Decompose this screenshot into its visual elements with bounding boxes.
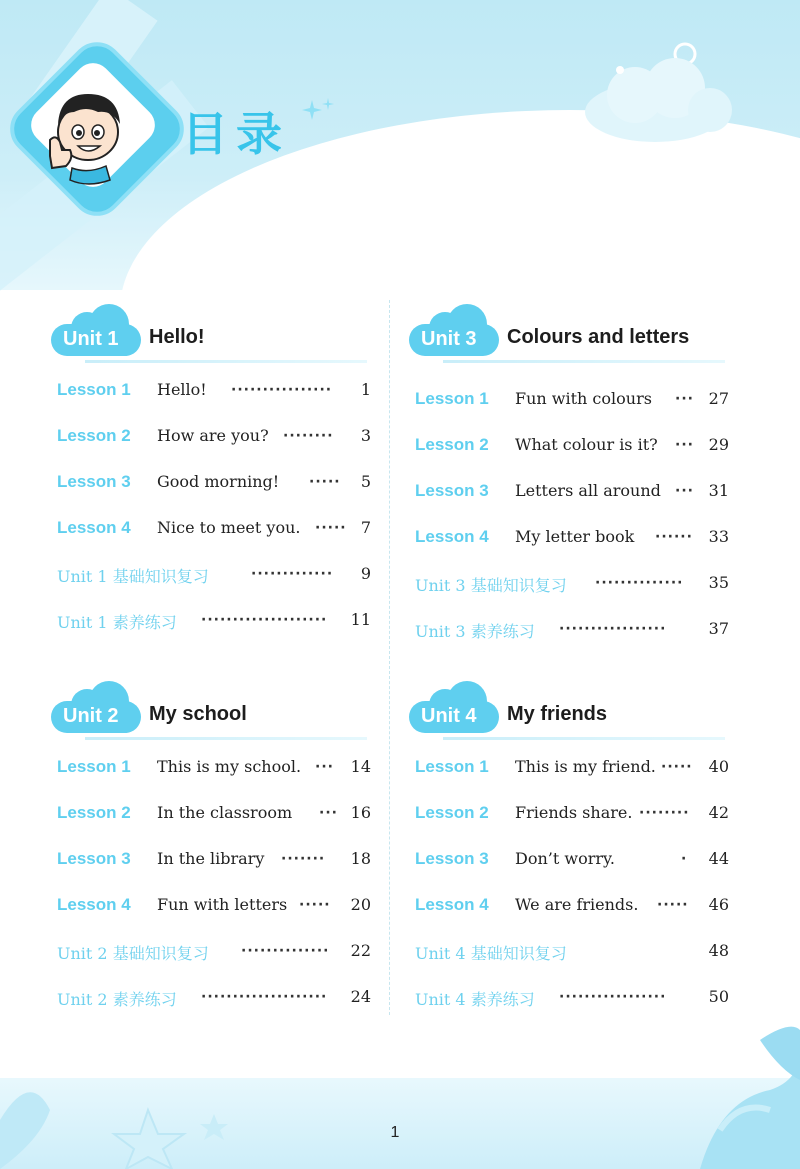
page-number: 5 xyxy=(360,472,371,491)
toc-row[interactable] xyxy=(55,416,375,462)
unit-title: Hello! xyxy=(149,326,205,348)
page-number: 44 xyxy=(708,849,729,868)
unit-title: My friends xyxy=(507,703,608,725)
leader-dots: ················ xyxy=(231,382,333,398)
page-number: 27 xyxy=(708,389,729,408)
lesson-label: Lesson 3 xyxy=(415,481,489,500)
lesson-label: Lesson 1 xyxy=(57,757,131,776)
toc-row[interactable] xyxy=(413,379,733,425)
leader-dots: ······ xyxy=(655,529,693,545)
leader-dots: ·············· xyxy=(595,575,684,591)
page-number: 7 xyxy=(360,518,371,537)
lesson-label: Lesson 3 xyxy=(57,472,131,491)
review-title: Unit 3 基础知识复习 xyxy=(415,576,567,595)
leader-dots: ·············· xyxy=(241,943,330,959)
page-number: 48 xyxy=(708,941,729,960)
lesson-title: My letter book xyxy=(515,527,635,546)
toc-row[interactable] xyxy=(413,747,733,793)
lesson-title: In the classroom xyxy=(157,803,293,822)
sparkle-icon xyxy=(300,96,336,126)
page-number-footer: 1 xyxy=(390,1124,400,1141)
review-title: Unit 4 基础知识复习 xyxy=(415,944,567,963)
unit-underline xyxy=(85,360,367,363)
lesson-label: Lesson 2 xyxy=(415,435,489,454)
toc-row[interactable] xyxy=(55,747,375,793)
unit-section xyxy=(55,310,375,646)
review-title: Unit 1 素养练习 xyxy=(57,613,177,632)
page-number: 40 xyxy=(708,757,729,776)
page-number: 50 xyxy=(708,987,729,1006)
lesson-label: Lesson 4 xyxy=(57,518,131,537)
lesson-title: This is my school. xyxy=(157,757,302,776)
page-number: 18 xyxy=(350,849,371,868)
cloud-icon xyxy=(560,40,760,160)
seaweed-starfish-icon xyxy=(0,1010,800,1169)
column-divider xyxy=(389,300,390,1015)
lesson-label: Lesson 1 xyxy=(415,757,489,776)
leader-dots: ················· xyxy=(559,989,667,1005)
leader-dots: ········ xyxy=(639,805,690,821)
lesson-label: Lesson 2 xyxy=(415,803,489,822)
toc-row[interactable] xyxy=(413,471,733,517)
leader-dots: ····· xyxy=(657,897,689,913)
toc-row[interactable] xyxy=(413,517,733,563)
unit-section xyxy=(413,310,733,655)
review-title: Unit 1 基础知识复习 xyxy=(57,567,209,586)
lesson-title: What colour is it? xyxy=(515,435,658,454)
leader-dots: ····· xyxy=(309,474,341,490)
page-number: 14 xyxy=(350,757,371,776)
page-title: 目录 xyxy=(182,107,290,161)
leader-dots: ··· xyxy=(675,437,694,453)
unit-section xyxy=(55,687,375,1023)
unit-badge: Unit 4 xyxy=(421,705,477,727)
lesson-title: Hello! xyxy=(157,380,207,399)
leader-dots: ··· xyxy=(319,805,338,821)
page-number: 11 xyxy=(350,610,371,629)
unit-section xyxy=(413,687,733,1023)
toc-row[interactable] xyxy=(55,793,375,839)
page-number: 42 xyxy=(708,803,729,822)
lesson-title: We are friends. xyxy=(515,895,639,914)
unit-badge: Unit 1 xyxy=(63,328,119,350)
lesson-title: Good morning! xyxy=(157,472,280,491)
unit-header xyxy=(55,687,375,747)
toc-row[interactable] xyxy=(413,609,733,655)
review-title: Unit 2 基础知识复习 xyxy=(57,944,209,963)
review-title: Unit 3 素养练习 xyxy=(415,622,535,641)
toc-row[interactable] xyxy=(55,839,375,885)
lesson-label: Lesson 1 xyxy=(415,389,489,408)
page-number: 46 xyxy=(708,895,729,914)
toc-row[interactable] xyxy=(55,885,375,931)
leader-dots: ··· xyxy=(315,759,334,775)
lesson-title: How are you? xyxy=(157,426,269,445)
toc-row[interactable] xyxy=(413,885,733,931)
lesson-title: Fun with letters xyxy=(157,895,288,914)
review-title: Unit 2 素养练习 xyxy=(57,990,177,1009)
toc-row[interactable] xyxy=(55,554,375,600)
page-number: 3 xyxy=(360,426,371,445)
toc-row[interactable] xyxy=(55,370,375,416)
lesson-title: Don’t worry. xyxy=(515,849,615,868)
page-number: 37 xyxy=(708,619,729,638)
page-number: 20 xyxy=(350,895,371,914)
lesson-title: Fun with colours xyxy=(515,389,652,408)
page-number: 22 xyxy=(350,941,371,960)
unit-underline xyxy=(443,737,725,740)
page-number: 31 xyxy=(708,481,729,500)
leader-dots: ····· xyxy=(299,897,331,913)
unit-badge: Unit 3 xyxy=(421,328,477,350)
page-number: 33 xyxy=(708,527,729,546)
unit-title: Colours and letters xyxy=(507,326,690,348)
page-number: 35 xyxy=(708,573,729,592)
lesson-title: Friends share. xyxy=(515,803,633,822)
toc-row[interactable] xyxy=(413,425,733,471)
page-number: 9 xyxy=(360,564,371,583)
leader-dots: ····· xyxy=(661,759,693,775)
page-number: 29 xyxy=(708,435,729,454)
unit-badge: Unit 2 xyxy=(63,705,119,727)
unit-header xyxy=(55,310,375,370)
leader-dots: ············· xyxy=(251,566,334,582)
lesson-label: Lesson 2 xyxy=(57,803,131,822)
page-number: 16 xyxy=(350,803,371,822)
review-title: Unit 4 素养练习 xyxy=(415,990,535,1009)
unit-underline xyxy=(443,360,725,363)
lesson-title: Letters all around xyxy=(515,481,661,500)
lesson-label: Lesson 4 xyxy=(415,895,489,914)
leader-dots: ················· xyxy=(559,621,667,637)
toc-row[interactable] xyxy=(413,563,733,609)
leader-dots: ···················· xyxy=(201,989,328,1005)
boy-thumbs-up-icon xyxy=(36,80,136,190)
leader-dots: ··· xyxy=(675,391,694,407)
leader-dots: ····· xyxy=(315,520,347,536)
lesson-label: Lesson 1 xyxy=(57,380,131,399)
lesson-title: Nice to meet you. xyxy=(157,518,301,537)
unit-header xyxy=(413,310,733,370)
leader-dots: · xyxy=(681,851,688,867)
lesson-label: Lesson 3 xyxy=(415,849,489,868)
leader-dots: ········ xyxy=(283,428,334,444)
lesson-title: In the library xyxy=(157,849,265,868)
lesson-label: Lesson 2 xyxy=(57,426,131,445)
unit-header xyxy=(413,687,733,747)
leader-dots: ··· xyxy=(675,483,694,499)
page-number: 1 xyxy=(360,380,371,399)
leader-dots: ······· xyxy=(281,851,326,867)
toc-row[interactable] xyxy=(55,600,375,646)
toc-row[interactable] xyxy=(55,508,375,554)
lesson-label: Lesson 4 xyxy=(415,527,489,546)
lesson-title: This is my friend. xyxy=(515,757,656,776)
toc-row[interactable] xyxy=(55,931,375,977)
unit-title: My school xyxy=(149,703,247,725)
toc-row[interactable] xyxy=(55,462,375,508)
toc-row[interactable] xyxy=(413,839,733,885)
unit-underline xyxy=(85,737,367,740)
lesson-label: Lesson 3 xyxy=(57,849,131,868)
lesson-label: Lesson 4 xyxy=(57,895,131,914)
toc-row[interactable] xyxy=(413,793,733,839)
toc-row[interactable] xyxy=(413,931,733,977)
leader-dots: ···················· xyxy=(201,612,328,628)
page-number: 24 xyxy=(350,987,371,1006)
